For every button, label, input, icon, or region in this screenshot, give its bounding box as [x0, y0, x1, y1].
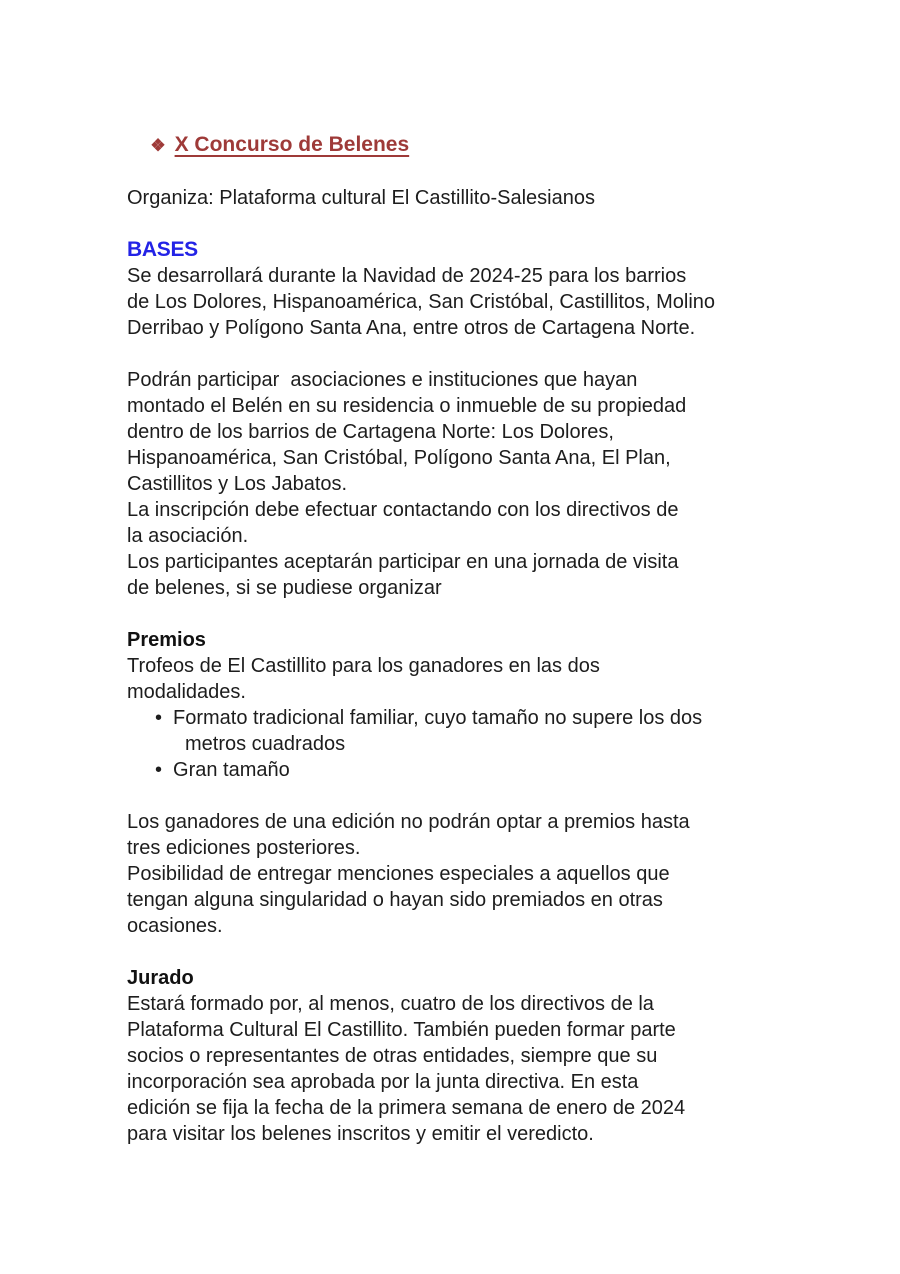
text-line: socios o representantes de otras entidades, siempre que su — [127, 1045, 658, 1067]
section-heading: Premios — [127, 629, 206, 651]
blank-line — [127, 341, 810, 367]
text-line: Derribao y Polígono Santa Ana, entre otros de Cartagena Norte. — [127, 317, 696, 339]
diamond-bullet-icon: ❖ — [150, 136, 166, 155]
bullet-text-wrap: metros cuadrados — [185, 733, 346, 755]
text-line: Los ganadores de una edición no podrán optar a premios hasta — [127, 811, 690, 833]
text-line: Se desarrollará durante la Navidad de 2024-25 para los barrios — [127, 265, 687, 287]
text-line: tengan alguna singularidad o hayan sido premiados en otras — [127, 889, 663, 911]
blank-line — [127, 601, 810, 627]
text-line: Hispanoamérica, San Cristóbal, Polígono Santa Ana, El Plan, — [127, 447, 671, 469]
text-line: dentro de los barrios de Cartagena Norte: Los Dolores, — [127, 421, 614, 443]
bullet-dot-icon: • — [155, 759, 163, 781]
blank-line — [127, 783, 810, 809]
text-line: ocasiones. — [127, 915, 223, 937]
text-line: de Los Dolores, Hispanoamérica, San Cristóbal, Castillitos, Molino — [127, 291, 716, 313]
text-line: montado el Belén en su residencia o inmueble de su propiedad — [127, 395, 687, 417]
text-line: modalidades. — [127, 681, 246, 703]
text-line: Organiza: Plataforma cultural El Castillito-Salesianos — [127, 187, 595, 209]
document-body — [127, 185, 810, 1147]
bullet-dot-icon: • — [155, 707, 163, 729]
text-line: La inscripción debe efectuar contactando con los directivos de — [127, 499, 679, 521]
bullet-text: Formato tradicional familiar, cuyo tamaño no supere los dos — [173, 707, 703, 729]
document-title-text: X Concurso de Belenes — [174, 133, 410, 156]
text-line: Posibilidad de entregar menciones especiales a aquellos que — [127, 863, 670, 885]
text-line: Trofeos de El Castillito para los ganadores en las dos — [127, 655, 600, 677]
text-line: tres ediciones posteriores. — [127, 837, 361, 859]
text-line: Plataforma Cultural El Castillito. También pueden formar parte — [127, 1019, 676, 1041]
text-line: incorporación sea aprobada por la junta directiva. En esta — [127, 1071, 639, 1093]
bullet-item — [127, 705, 810, 731]
blank-line — [127, 939, 810, 965]
text-line: Podrán participar asociaciones e instituciones que hayan — [127, 369, 638, 391]
section-heading: BASES — [127, 238, 198, 261]
bullet-item — [127, 757, 810, 783]
text-line: Los participantes aceptarán participar en una jornada de visita — [127, 551, 679, 573]
text-line: de belenes, si se pudiese organizar — [127, 577, 442, 599]
text-line: la asociación. — [127, 525, 249, 547]
section-heading: Jurado — [127, 967, 194, 989]
text-line: para visitar los belenes inscritos y emitir el veredicto. — [127, 1123, 594, 1145]
document-title — [127, 106, 810, 185]
text-line: Estará formado por, al menos, cuatro de los directivos de la — [127, 993, 654, 1015]
bullet-text: Gran tamaño — [173, 759, 290, 781]
blank-line — [127, 211, 810, 237]
text-line: Castillitos y Los Jabatos. — [127, 473, 348, 495]
text-line: edición se fija la fecha de la primera semana de enero de 2024 — [127, 1097, 686, 1119]
